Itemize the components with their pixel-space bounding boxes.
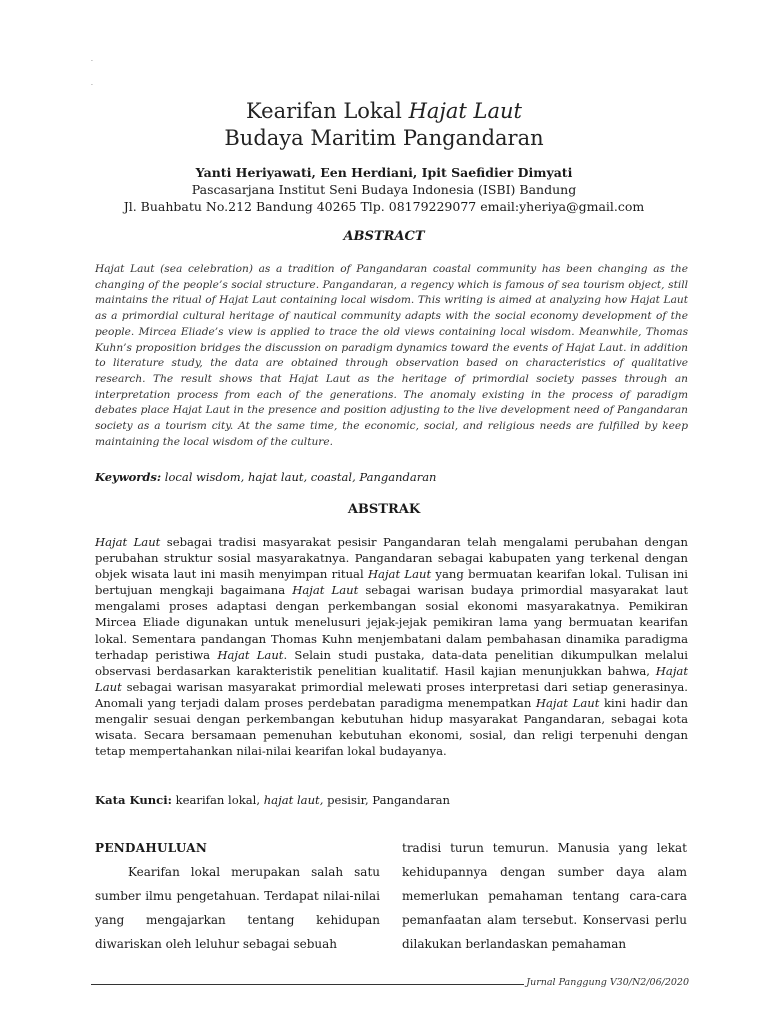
term-hajat-laut: Hajat Laut (535, 695, 600, 710)
section-heading: PENDAHULUAN (95, 841, 208, 855)
abstrak-span: sebagai warisan masyarakat primordial melewati proses interpretasi dari setiap generasinya. Anomali yang terjadi dalam proses perdebatan paradigma menempatkan (95, 679, 688, 710)
abstract-text: Hajat Laut (sea celebration) as a tradition of Pangandaran coastal community has been changing as the changing of the people’s social structure. Pangandaran, a regency which is famous of sea tourism object, still maintains the ritual of Hajat Laut containing local wisdom. This writing is aimed at analyzing how Hajat Laut as a primordial cultural heritage of nautical community adapts with the social economy development of the people. Mircea Eliade’s view is applied to trace the old views containing local wisdom. Meanwhile, Thomas Kuhn’s proposition bridges the discussion on paradigm dynamics toward the events of Hajat Laut. in addition to literature study, the data are obtained through observation based on characteristics of qualitative research. The result shows that Hajat Laut as the heritage of primordial society passes through an interpretation process from each of the generations. The anomaly existing in the process of paradigm debates place Hajat Laut in the presence and position adjusting to the live development need of Pangandaran society as a tourism city. At the same time, the economic, social, and religious needs are fulfilled by keep maintaining the local wisdom of the culture. (95, 263, 688, 448)
kata-kunci-part: pesisir, Pangandaran (323, 793, 451, 807)
page-title (0, 98, 768, 152)
body-paragraph-left: Kearifan lokal merupakan salah satu sumber ilmu pengetahuan. Terdapat nilai-nilai yang mengajarkan tentang kehidupan diwariskan oleh leluhur sebagai sebuah (95, 865, 380, 951)
kata-kunci-part: kearifan lokal, (171, 793, 264, 807)
author-block (0, 164, 768, 215)
abstrak-span: . Selain studi pustaka, data-data penelitian dikumpulkan melalui observasi berdasarkan karakteristik penelitian kualitatif. Hasil kajian menunjukkan bahwa, (95, 647, 688, 678)
author-affiliation: Pascasarjana Institut Seni Budaya Indonesia (ISBI) Bandung (191, 182, 577, 197)
scan-marks: . . (91, 56, 93, 87)
abstrak-heading: ABSTRAK (347, 502, 421, 517)
abstrak-text (95, 534, 688, 759)
footer-journal: Jurnal Panggung V30/N2/06/2020 (526, 977, 689, 988)
body-column-left (95, 836, 380, 956)
term-hajat-laut: Hajat Laut (95, 535, 161, 549)
abstract-heading: ABSTRACT (343, 229, 425, 244)
title-line-2: Budaya Maritim Pangandaran (224, 126, 544, 150)
keywords-id (95, 792, 688, 808)
keywords-values: local wisdom, hajat laut, coastal, Pangandaran (161, 470, 437, 484)
kata-kunci-italic: hajat laut, (263, 793, 324, 807)
kata-kunci-label: Kata Kunci: (95, 793, 172, 807)
title-prefix: Kearifan Lokal (246, 99, 409, 123)
abstrak-span: yang bermuatan kearifan lokal. Tulisan ini bertujuan mengkaji bagaimana (95, 567, 688, 598)
body-paragraph-right: tradisi turun temurun. Manusia yang lekat kehidupannya dengan sumber daya alam memerlukan pemahaman tentang cara-cara pemanfaatan alam tersebut. Konservasi perlu dilakukan berlandaskan pemahaman (402, 841, 687, 951)
title-line-1 (0, 98, 768, 125)
term-hajat-laut: Hajat Laut (292, 583, 359, 598)
body-column-right (402, 836, 687, 956)
term-hajat-laut: Hajat Laut (367, 567, 432, 582)
abstrak-span: sebagai tradisi masyarakat pesisir Pangandaran telah mengalami perubahan dengan perubahan struktur sosial masyarakatnya. Pangandaran sebagai kabupaten yang terkenal dengan objek wisata laut ini masih menyimpan ritual (95, 535, 688, 582)
author-names: Yanti Heriyawati, Een Herdiani, Ipit Saefidier Dimyati (195, 165, 573, 180)
keywords-label: Keywords: (95, 470, 162, 484)
author-address: Jl. Buahbatu No.212 Bandung 40265 Tlp. 08179229077 email:yheriya@gmail.com (123, 199, 645, 214)
keywords-en (95, 469, 688, 485)
term-hajat-laut: Hajat Laut (217, 647, 284, 662)
title-italic: Hajat Laut (408, 99, 522, 123)
term-hajat-laut: Hajat Laut (95, 663, 688, 694)
abstrak-span: kini hadir dan mengalir sesuai dengan perkembangan kebutuhan hidup masyarakat Pangandaran, sebagai kota wisata. Secara bersamaan pemenuhan kebutuhan ekonomi, sosial, dan religi terpenuhi dengan tetap mempertahankan nilai-nilai kearifan lokal budayanya. (95, 695, 688, 759)
abstrak-span: sebagai warisan budaya primordial masyarakat laut mengalami proses adaptasi dengan perkembangan sosial ekonomi masyarakatnya. Pemikiran Mircea Eliade digunakan untuk menelusuri jejak-jejak pemikiran lama yang bermuatan kearifan lokal. Sementara pandangan Thomas Kuhn menjembatani dalam pembahasan dinamika paradigma terhadap peristiwa (95, 583, 688, 662)
